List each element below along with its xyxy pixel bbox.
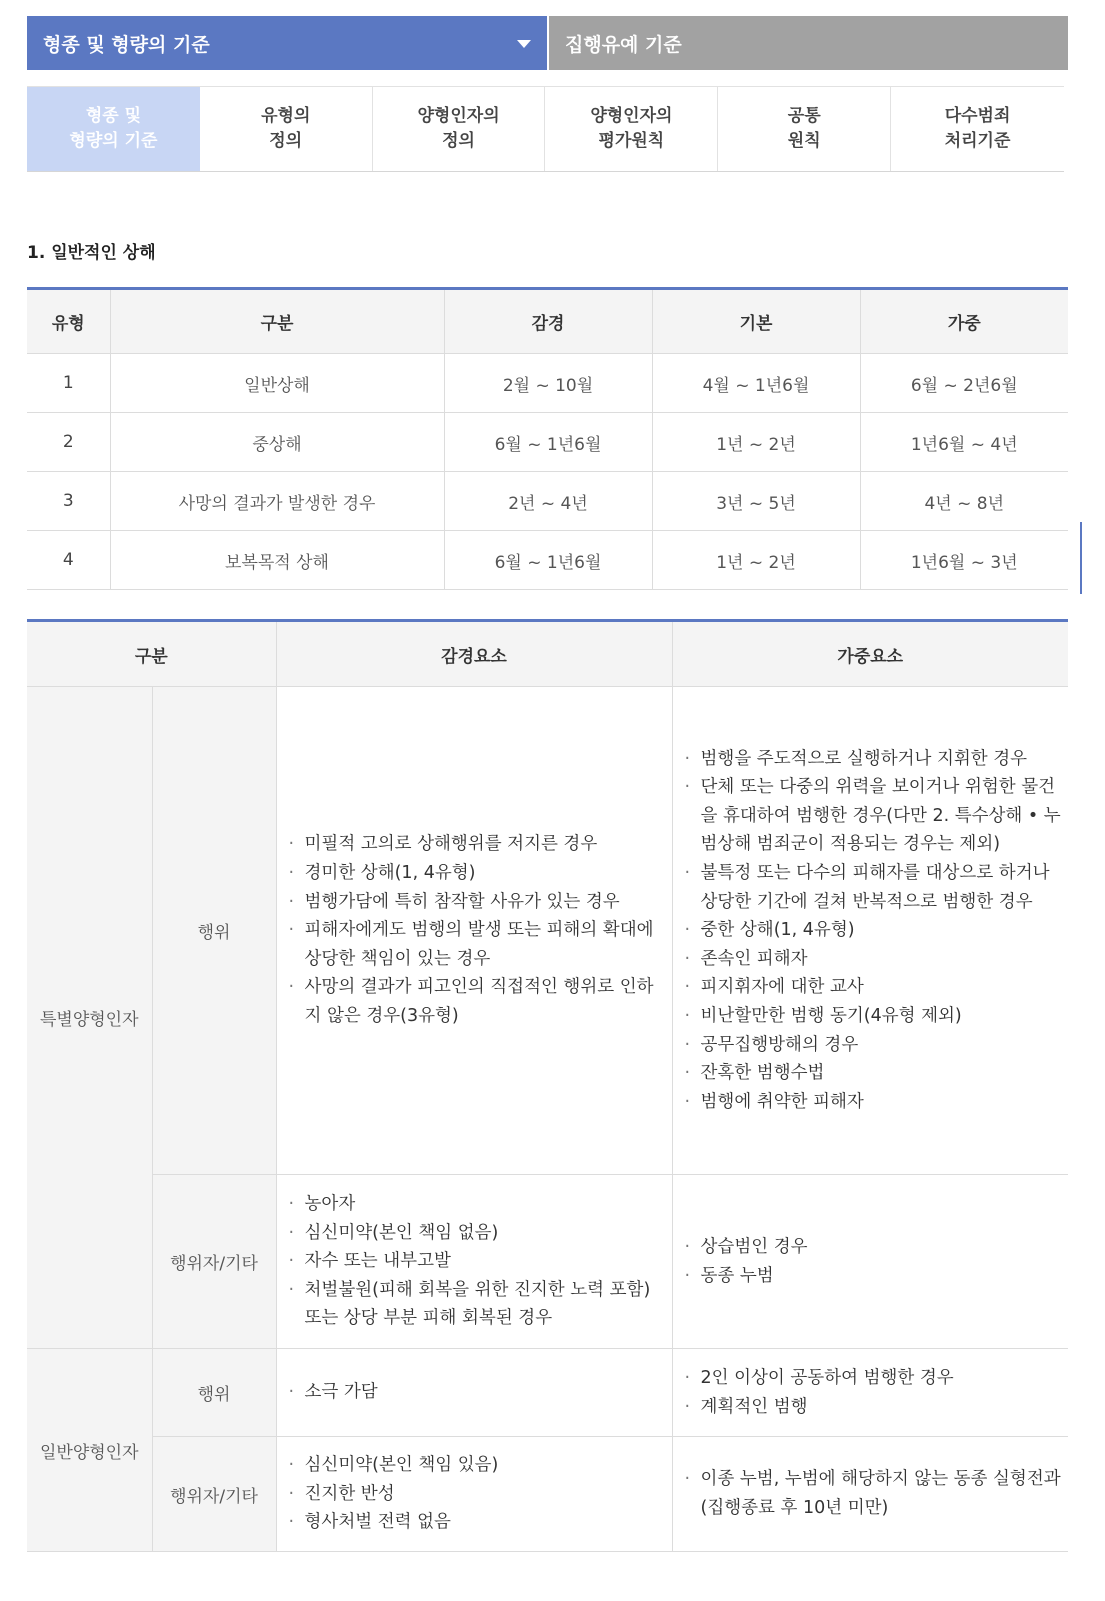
table-row <box>27 1437 1068 1552</box>
group-label: 일반양형인자 <box>27 1349 152 1552</box>
list-item: · 중한 상해(1, 4유형) <box>685 916 1063 945</box>
subtab-common-principles[interactable]: 공통 원칙 <box>718 87 891 171</box>
row-category: 중상해 <box>110 413 444 472</box>
list-item: · 범행에 취약한 피해자 <box>685 1088 1063 1117</box>
row-category: 사망의 결과가 발생한 경우 <box>110 472 444 531</box>
subgroup-label: 행위자/기타 <box>152 1437 276 1552</box>
row-type-number: 3 <box>27 472 110 531</box>
list-item: · 피해자에게도 범행의 발생 또는 피해의 확대에 상당한 책임이 있는 경우 <box>289 916 666 973</box>
table-row <box>27 687 1068 1175</box>
list-item: · 계획적인 범행 <box>685 1393 1063 1422</box>
header-category: 구분 <box>110 289 444 354</box>
mitigating-list-cell <box>276 687 672 1175</box>
header-type: 유형 <box>27 289 110 354</box>
table-row <box>27 1349 1068 1437</box>
subtab-type-definition[interactable]: 유형의 정의 <box>200 87 373 171</box>
list-item: · 잔혹한 범행수법 <box>685 1059 1063 1088</box>
header-mitigating-factors: 감경요소 <box>276 621 672 687</box>
list-item: · 농아자 <box>289 1190 666 1219</box>
list-item: · 공무집행방해의 경우 <box>685 1031 1063 1060</box>
subgroup-label: 행위 <box>152 1349 276 1437</box>
list-item: · 피지휘자에 대한 교사 <box>685 973 1063 1002</box>
mitigating-list <box>289 1378 666 1407</box>
aggravating-list-cell <box>672 1437 1068 1552</box>
row-category: 보복목적 상해 <box>110 531 444 590</box>
tab-sentencing-criteria[interactable] <box>27 16 547 70</box>
list-item: · 심신미약(본인 책임 없음) <box>289 1219 666 1248</box>
aggravating-list <box>685 1364 1063 1421</box>
row-type-number: 4 <box>27 531 110 590</box>
list-item: · 미필적 고의로 상해행위를 저지른 경우 <box>289 830 666 859</box>
mitigating-list <box>289 1190 666 1333</box>
table-row <box>27 531 1068 590</box>
row-mitigated: 2월 ~ 10월 <box>444 354 652 413</box>
list-item: · 형사처벌 전력 없음 <box>289 1508 666 1537</box>
row-aggravated: 1년6월 ~ 4년 <box>860 413 1068 472</box>
mitigating-list-cell <box>276 1349 672 1437</box>
list-item: · 이종 누범, 누범에 해당하지 않는 동종 실형전과(집행종료 후 10년 미만) <box>685 1465 1063 1522</box>
table-row <box>27 413 1068 472</box>
table-row <box>27 1175 1068 1349</box>
header-aggravated: 가중 <box>860 289 1068 354</box>
sentence-range-table <box>27 287 1068 590</box>
sentencing-factor-table <box>27 619 1068 1552</box>
list-item: · 심신미약(본인 책임 있음) <box>289 1451 666 1480</box>
row-aggravated: 6월 ~ 2년6월 <box>860 354 1068 413</box>
aggravating-list <box>685 745 1063 1117</box>
row-type-number: 2 <box>27 413 110 472</box>
row-basic: 3년 ~ 5년 <box>652 472 860 531</box>
list-item: · 비난할만한 범행 동기(4유형 제외) <box>685 1002 1063 1031</box>
caret-down-icon[interactable] <box>517 40 531 48</box>
list-item: · 소극 가담 <box>289 1378 666 1407</box>
tab-probation-criteria-label: 집행유예 기준 <box>565 33 682 56</box>
header-category: 구분 <box>27 621 276 687</box>
table-row <box>27 472 1068 531</box>
list-item: · 사망의 결과가 피고인의 직접적인 행위로 인하지 않은 경우(3유형) <box>289 973 666 1030</box>
table-header-row <box>27 289 1068 354</box>
aggravating-list <box>685 1233 1063 1290</box>
aggravating-list-cell <box>672 1349 1068 1437</box>
sub-tab-bar <box>27 86 1064 172</box>
table-header-row <box>27 621 1068 687</box>
row-basic: 1년 ~ 2년 <box>652 531 860 590</box>
header-mitigated: 감경 <box>444 289 652 354</box>
row-mitigated: 6월 ~ 1년6월 <box>444 531 652 590</box>
header-aggravating-factors: 가중요소 <box>672 621 1068 687</box>
subtab-multiple-crimes[interactable]: 다수범죄 처리기준 <box>891 87 1064 171</box>
list-item: · 처벌불원(피해 회복을 위한 진지한 노력 포함) 또는 상당 부분 피해 회복된 경우 <box>289 1276 666 1333</box>
subgroup-label: 행위 <box>152 687 276 1175</box>
scroll-edge-marker <box>1080 522 1082 594</box>
tab-probation-criteria[interactable] <box>549 16 1068 70</box>
list-item: · 자수 또는 내부고발 <box>289 1247 666 1276</box>
mitigating-list <box>289 830 666 1030</box>
list-item: · 상습범인 경우 <box>685 1233 1063 1262</box>
list-item: · 존속인 피해자 <box>685 945 1063 974</box>
list-item: · 불특정 또는 다수의 피해자를 대상으로 하거나 상당한 기간에 걸쳐 반복적으로 범행한 경우 <box>685 859 1063 916</box>
section-title: 1. 일반적인 상해 <box>27 243 156 263</box>
subtab-factor-evaluation[interactable]: 양형인자의 평가원칙 <box>545 87 718 171</box>
aggravating-list <box>685 1465 1063 1522</box>
row-mitigated: 6월 ~ 1년6월 <box>444 413 652 472</box>
header-basic: 기본 <box>652 289 860 354</box>
row-aggravated: 1년6월 ~ 3년 <box>860 531 1068 590</box>
subtab-factor-definition[interactable]: 양형인자의 정의 <box>373 87 546 171</box>
list-item: · 경미한 상해(1, 4유형) <box>289 859 666 888</box>
list-item: · 2인 이상이 공동하여 범행한 경우 <box>685 1364 1063 1393</box>
mitigating-list <box>289 1451 666 1537</box>
row-type-number: 1 <box>27 354 110 413</box>
aggravating-list-cell <box>672 687 1068 1175</box>
row-category: 일반상해 <box>110 354 444 413</box>
row-aggravated: 4년 ~ 8년 <box>860 472 1068 531</box>
row-mitigated: 2년 ~ 4년 <box>444 472 652 531</box>
list-item: · 범행가담에 특히 참작할 사유가 있는 경우 <box>289 888 666 917</box>
top-tab-bar <box>27 16 1068 70</box>
mitigating-list-cell <box>276 1437 672 1552</box>
row-basic: 1년 ~ 2년 <box>652 413 860 472</box>
subgroup-label: 행위자/기타 <box>152 1175 276 1349</box>
table-row <box>27 354 1068 413</box>
list-item: · 진지한 반성 <box>289 1480 666 1509</box>
list-item: · 단체 또는 다중의 위력을 보이거나 위험한 물건을 휴대하여 범행한 경우(다만 2. 특수상해 • 누범상해 범죄군이 적용되는 경우는 제외) <box>685 773 1063 859</box>
subtab-sentencing-criteria[interactable]: 형종 및 형량의 기준 <box>27 87 200 171</box>
list-item: · 동종 누범 <box>685 1262 1063 1291</box>
tab-sentencing-criteria-label: 형종 및 형량의 기준 <box>43 33 210 56</box>
list-item: · 범행을 주도적으로 실행하거나 지휘한 경우 <box>685 745 1063 774</box>
group-label: 특별양형인자 <box>27 687 152 1349</box>
row-basic: 4월 ~ 1년6월 <box>652 354 860 413</box>
mitigating-list-cell <box>276 1175 672 1349</box>
aggravating-list-cell <box>672 1175 1068 1349</box>
